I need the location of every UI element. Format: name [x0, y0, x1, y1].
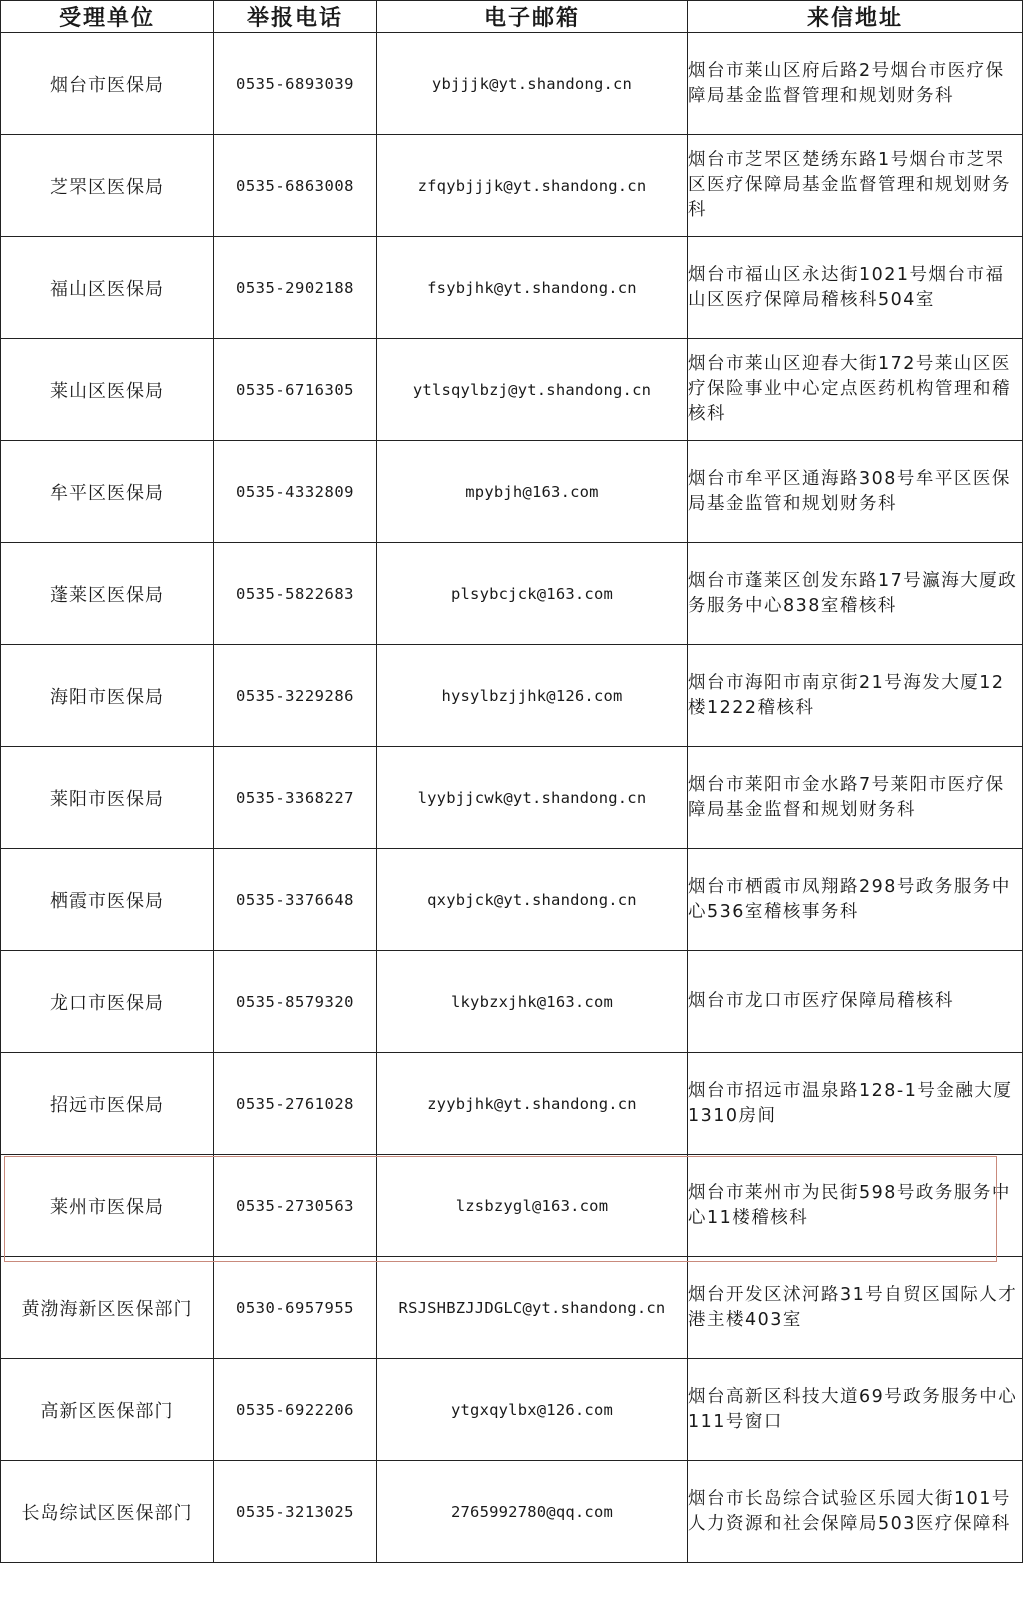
cell-email: fsybjhk@yt.shandong.cn: [377, 237, 688, 339]
cell-phone: 0535-2902188: [214, 237, 377, 339]
cell-address: 烟台市莱山区迎春大街172号莱山区医疗保险事业中心定点医药机构管理和稽核科: [688, 339, 1023, 441]
header-unit: 受理单位: [1, 1, 214, 33]
cell-unit: 龙口市医保局: [1, 951, 214, 1053]
cell-address: 烟台市福山区永达街1021号烟台市福山区医疗保障局稽核科504室: [688, 237, 1023, 339]
table-header: [1, 1, 1023, 33]
cell-email: 2765992780@qq.com: [377, 1461, 688, 1563]
cell-phone: 0535-6716305: [214, 339, 377, 441]
cell-address: 烟台市蓬莱区创发东路17号瀛海大厦政务服务中心838室稽核科: [688, 543, 1023, 645]
cell-address: 烟台市招远市温泉路128-1号金融大厦1310房间: [688, 1053, 1023, 1155]
cell-address: 烟台市龙口市医疗保障局稽核科: [688, 951, 1023, 1053]
cell-unit: 栖霞市医保局: [1, 849, 214, 951]
cell-phone: 0530-6957955: [214, 1257, 377, 1359]
table-row: [1, 849, 1023, 951]
table-row: [1, 1257, 1023, 1359]
cell-unit: 烟台市医保局: [1, 33, 214, 135]
cell-email: hysylbzjjhk@126.com: [377, 645, 688, 747]
table-row: [1, 339, 1023, 441]
header-email: 电子邮箱: [377, 1, 688, 33]
table-row: [1, 441, 1023, 543]
cell-unit: 蓬莱区医保局: [1, 543, 214, 645]
cell-unit: 招远市医保局: [1, 1053, 214, 1155]
cell-email: ybjjjk@yt.shandong.cn: [377, 33, 688, 135]
cell-unit: 高新区医保部门: [1, 1359, 214, 1461]
cell-email: mpybjh@163.com: [377, 441, 688, 543]
cell-unit: 牟平区医保局: [1, 441, 214, 543]
cell-unit: 芝罘区医保局: [1, 135, 214, 237]
table-row: [1, 747, 1023, 849]
cell-email: zyybjhk@yt.shandong.cn: [377, 1053, 688, 1155]
table-row: [1, 951, 1023, 1053]
cell-phone: 0535-6863008: [214, 135, 377, 237]
table-row: [1, 1359, 1023, 1461]
cell-address: 烟台市长岛综合试验区乐园大街101号人力资源和社会保障局503医疗保障科: [688, 1461, 1023, 1563]
cell-phone: 0535-6893039: [214, 33, 377, 135]
cell-email: ytlsqylbzj@yt.shandong.cn: [377, 339, 688, 441]
cell-phone: 0535-3213025: [214, 1461, 377, 1563]
cell-phone: 0535-3376648: [214, 849, 377, 951]
table-row: [1, 1053, 1023, 1155]
cell-unit: 黄渤海新区医保部门: [1, 1257, 214, 1359]
cell-email: ytgxqylbx@126.com: [377, 1359, 688, 1461]
cell-unit: 海阳市医保局: [1, 645, 214, 747]
cell-address: 烟台市莱阳市金水路7号莱阳市医疗保障局基金监督和规划财务科: [688, 747, 1023, 849]
cell-address: 烟台高新区科技大道69号政务服务中心111号窗口: [688, 1359, 1023, 1461]
cell-phone: 0535-3368227: [214, 747, 377, 849]
cell-phone: 0535-2730563: [214, 1155, 377, 1257]
cell-email: RSJSHBZJJDGLC@yt.shandong.cn: [377, 1257, 688, 1359]
cell-unit: 莱阳市医保局: [1, 747, 214, 849]
cell-phone: 0535-3229286: [214, 645, 377, 747]
table-row: [1, 645, 1023, 747]
cell-email: lzsbzygl@163.com: [377, 1155, 688, 1257]
cell-phone: 0535-5822683: [214, 543, 377, 645]
header-address: 来信地址: [688, 1, 1023, 33]
table-body: [1, 33, 1023, 1563]
cell-phone: 0535-6922206: [214, 1359, 377, 1461]
header-row: [1, 1, 1023, 33]
cell-email: lkybzxjhk@163.com: [377, 951, 688, 1053]
cell-email: qxybjck@yt.shandong.cn: [377, 849, 688, 951]
table-row: [1, 33, 1023, 135]
cell-phone: 0535-8579320: [214, 951, 377, 1053]
cell-unit: 莱山区医保局: [1, 339, 214, 441]
cell-email: zfqybjjjk@yt.shandong.cn: [377, 135, 688, 237]
table-row: [1, 1155, 1023, 1257]
cell-address: 烟台市莱州市为民街598号政务服务中心11楼稽核科: [688, 1155, 1023, 1257]
cell-address: 烟台市莱山区府后路2号烟台市医疗保障局基金监督管理和规划财务科: [688, 33, 1023, 135]
cell-address: 烟台市芝罘区楚绣东路1号烟台市芝罘区医疗保障局基金监督管理和规划财务科: [688, 135, 1023, 237]
cell-phone: 0535-2761028: [214, 1053, 377, 1155]
cell-address: 烟台开发区沭河路31号自贸区国际人才港主楼403室: [688, 1257, 1023, 1359]
cell-address: 烟台市栖霞市凤翔路298号政务服务中心536室稽核事务科: [688, 849, 1023, 951]
table-row: [1, 135, 1023, 237]
cell-unit: 长岛综试区医保部门: [1, 1461, 214, 1563]
cell-address: 烟台市海阳市南京街21号海发大厦12楼1222稽核科: [688, 645, 1023, 747]
table-row: [1, 1461, 1023, 1563]
header-phone: 举报电话: [214, 1, 377, 33]
cell-email: lyybjjcwk@yt.shandong.cn: [377, 747, 688, 849]
table-row: [1, 543, 1023, 645]
cell-unit: 福山区医保局: [1, 237, 214, 339]
cell-unit: 莱州市医保局: [1, 1155, 214, 1257]
cell-address: 烟台市牟平区通海路308号牟平区医保局基金监管和规划财务科: [688, 441, 1023, 543]
cell-phone: 0535-4332809: [214, 441, 377, 543]
table-row: [1, 237, 1023, 339]
cell-email: plsybcjck@163.com: [377, 543, 688, 645]
